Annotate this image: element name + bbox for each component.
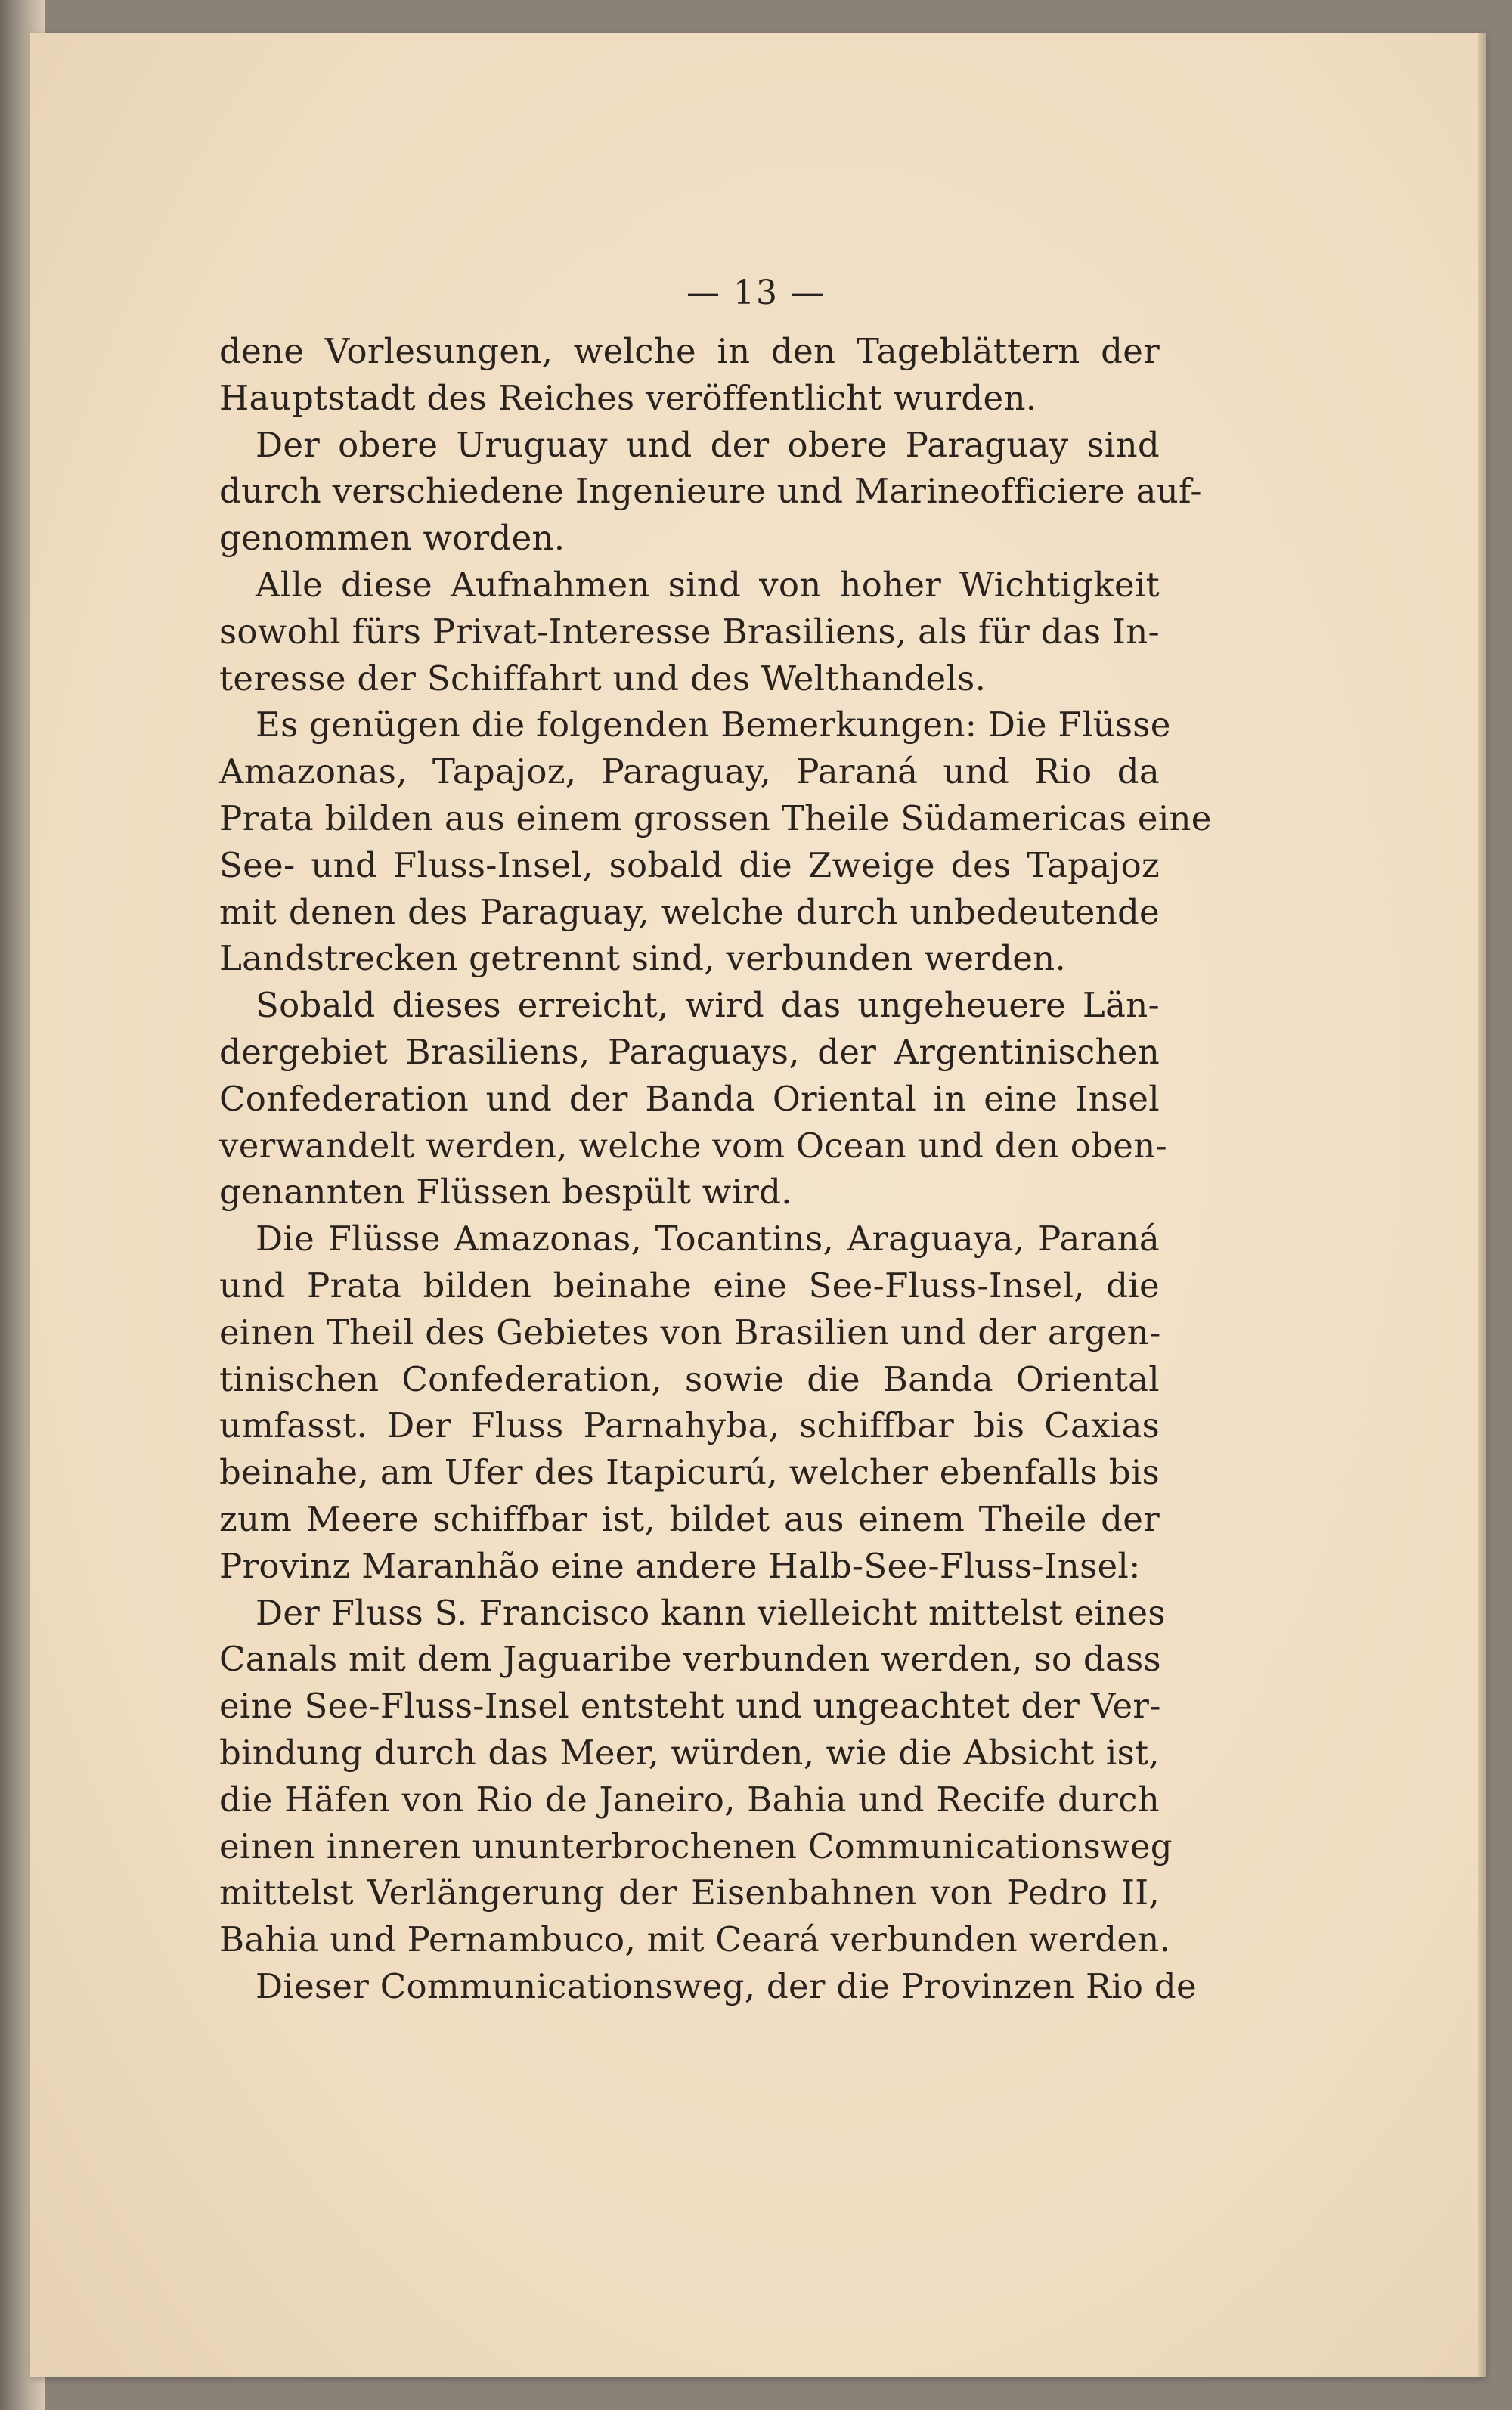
text-line: verwandelt werden, welche vom Ocean und den oben- (219, 1125, 1168, 1166)
text-line: eine See-Fluss-Insel entsteht und ungeachtet der Ver- (219, 1686, 1161, 1727)
text-line: einen Theil des Gebietes von Brasilien und der argen- (219, 1312, 1161, 1352)
text-line: Provinz Maranhão eine andere Halb-See-Fluss-Insel: (219, 1545, 1141, 1586)
text-line: mit denen des Paraguay, welche durch unbedeutende (219, 891, 1160, 932)
text-line: Confederation und der Banda Oriental in eine Insel (219, 1078, 1160, 1119)
text-line: zum Meere schiffbar ist, bildet aus einem Theile der (219, 1498, 1160, 1539)
text-line: Bahia und Pernambuco, mit Ceará verbunden werden. (219, 1919, 1171, 1960)
text-line: durch verschiedene Ingenieure und Marineofficiere auf- (219, 471, 1202, 512)
text-line: und Prata bilden beinahe eine See-Fluss-Insel, die (219, 1265, 1160, 1306)
paragraph-start-line: Der Fluss S. Francisco kann vielleicht mittelst eines (256, 1592, 1166, 1633)
paragraph-start-line: Die Flüsse Amazonas, Tocantins, Araguaya, Paraná (256, 1219, 1160, 1259)
body-text (219, 328, 1212, 2010)
text-line: Canals mit dem Jaguaribe verbunden werden, so dass (219, 1639, 1161, 1680)
text-line: See- und Fluss-Insel, sobald die Zweige des Tapajoz (219, 844, 1160, 885)
paragraph-start-line: Es genügen die folgenden Bemerkungen: Die Flüsse (256, 705, 1171, 745)
text-line: teresse der Schiffahrt und des Welthandels. (219, 658, 987, 699)
text-line: die Häfen von Rio de Janeiro, Bahia und Recife durch (219, 1779, 1160, 1820)
paragraph-start-line: Der obere Uruguay und der obere Paraguay sind (256, 424, 1160, 465)
text-line: Hauptstadt des Reiches veröffentlicht wurden. (219, 377, 1037, 418)
text-line: sowohl fürs Privat-Interesse Brasiliens, als für das In- (219, 611, 1160, 652)
text-line: tinischen Confederation, sowie die Banda Oriental (219, 1358, 1160, 1399)
paragraph-start-line: Dieser Communicationsweg, der die Provinzen Rio de (256, 1965, 1197, 2006)
text-line: genannten Flüssen bespült wird. (219, 1172, 792, 1213)
text-line: umfasst. Der Fluss Parnahyba, schiffbar bis Caxias (219, 1405, 1160, 1446)
text-line: beinahe, am Ufer des Itapicurú, welcher ebenfalls bis (219, 1452, 1160, 1493)
text-line: Prata bilden aus einem grossen Theile Südamericas eine (219, 798, 1212, 838)
text-line: dergebiet Brasiliens, Paraguays, der Argentinischen (219, 1031, 1160, 1072)
paragraph-start-line: Alle diese Aufnahmen sind von hoher Wichtigkeit (256, 564, 1160, 605)
text-line: Landstrecken getrennt sind, verbunden werden. (219, 938, 1067, 979)
text-line: genommen worden. (219, 518, 565, 559)
page-edge (1478, 33, 1486, 2377)
text-line: mittelst Verlängerung der Eisenbahnen von Pedro II, (219, 1873, 1160, 1913)
text-line: einen inneren ununterbrochenen Communicationsweg (219, 1826, 1173, 1866)
page-number: — 13 — (686, 274, 826, 312)
text-line: bindung durch das Meer, würden, wie die Absicht ist, (219, 1732, 1160, 1773)
text-line: dene Vorlesungen, welche in den Tageblättern der (219, 331, 1160, 371)
text-line: Amazonas, Tapajoz, Paraguay, Paraná und Rio da (219, 751, 1160, 792)
paragraph-start-line: Sobald dieses erreicht, wird das ungeheuere Län- (256, 985, 1160, 1026)
